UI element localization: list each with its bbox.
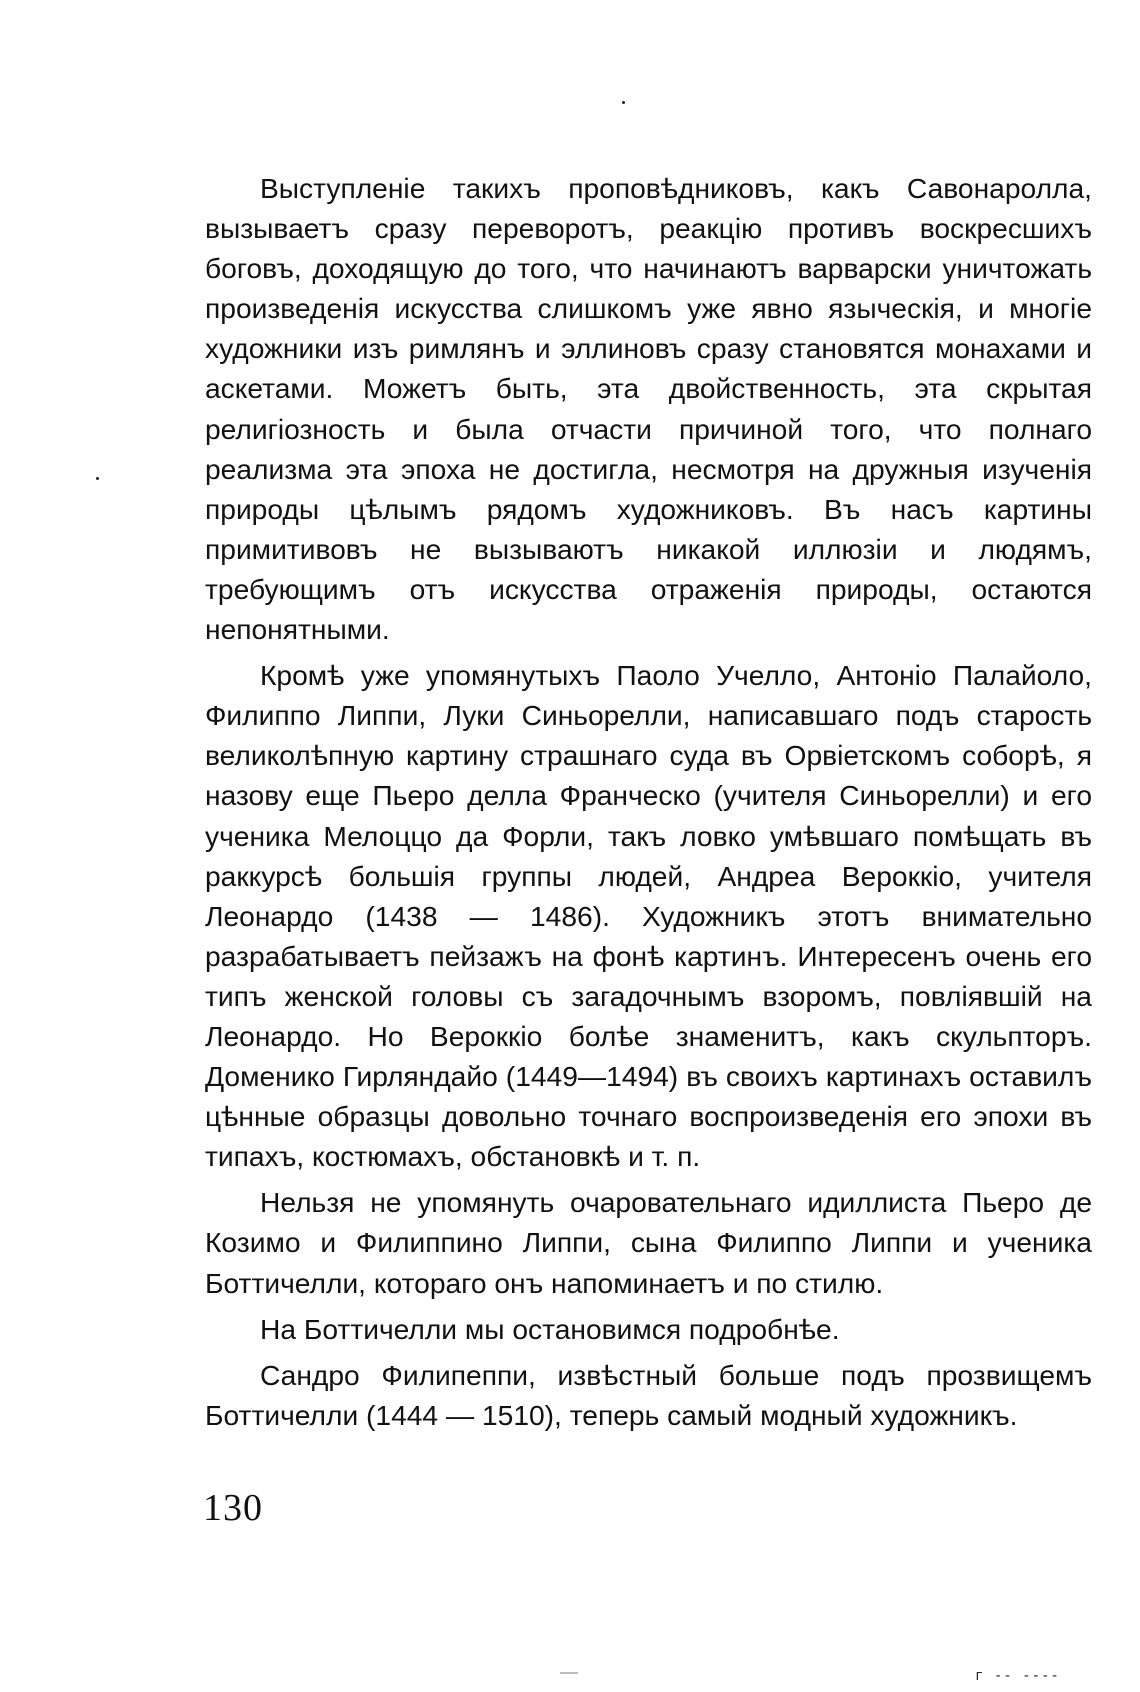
ink-speck: [96, 477, 99, 480]
paragraph: Кромѣ уже упомянутыхъ Паоло Учелло, Антоніо Палайоло, Филиппо Липпи, Луки Синьорелли, написавшаго подъ старость великолѣпную картину страшнаго суда въ Орвіетскомъ соборѣ, я назову еще Пьеро делла Франческо (учителя Синьорелли) и его ученика Мелоццо да Форли, такъ ловко умѣвшаго помѣщать въ раккурсѣ большія группы людей, Андреа Вероккіо, учителя Леонардо (1438 — 1486). Художникъ этотъ внимательно разрабатываетъ пейзажъ на фонѣ картинъ. Интересенъ очень его типъ женской головы съ загадочнымъ взоромъ, повліявшій на Леонардо. Но Вероккіо болѣе знаменитъ, какъ скульпторъ. Доменико Гирляндайо (1449—1494) въ своихъ картинахъ оставилъ цѣнные образцы довольно точнаго воспроизведенія его эпохи въ типахъ, костюмахъ, обстановкѣ и т. п.: [205, 659, 1092, 1173]
footer-smudge: [560, 1672, 578, 1674]
ink-speck: [622, 101, 625, 104]
footer-marks: г -- ----: [975, 1668, 1060, 1684]
body-text: [205, 168, 1092, 1435]
paragraph: На Боттичелли мы остановимся подробнѣе.: [260, 1312, 840, 1345]
paragraph: Нельзя не упомянуть очаровательнаго идиллиста Пьеро де Козимо и Филиппино Липпи, сына Филиппо Липпи и ученика Боттичелли, котораго онъ напоминаетъ и по стилю.: [205, 1186, 1092, 1299]
paragraph: Выступленіе такихъ проповѣдниковъ, какъ Савонаролла, вызываетъ сразу переворотъ, реакцію противъ воскресшихъ боговъ, доходящую до того, что начинаютъ варварски уничтожать произведенія искусства слишкомъ уже явно языческія, и многіе художники изъ римлянъ и эллиновъ сразу становятся монахами и аскетами. Можетъ быть, эта двойственность, эта скрытая религіозность и была отчасти причиной того, что полнаго реализма эта эпоха не достигла, несмотря на дружныя изученія природы цѣлымъ рядомъ художниковъ. Въ насъ картины примитивовъ не вызываютъ никакой иллюзіи и людямъ, требующимъ отъ искусства отраженія природы, остаются непонятными.: [205, 172, 1092, 646]
page-number: 130: [203, 1487, 263, 1529]
paragraph: Сандро Филипеппи, извѣстный больше подъ прозвищемъ Боттичелли (1444 — 1510), теперь самый модный художникъ.: [205, 1358, 1092, 1431]
